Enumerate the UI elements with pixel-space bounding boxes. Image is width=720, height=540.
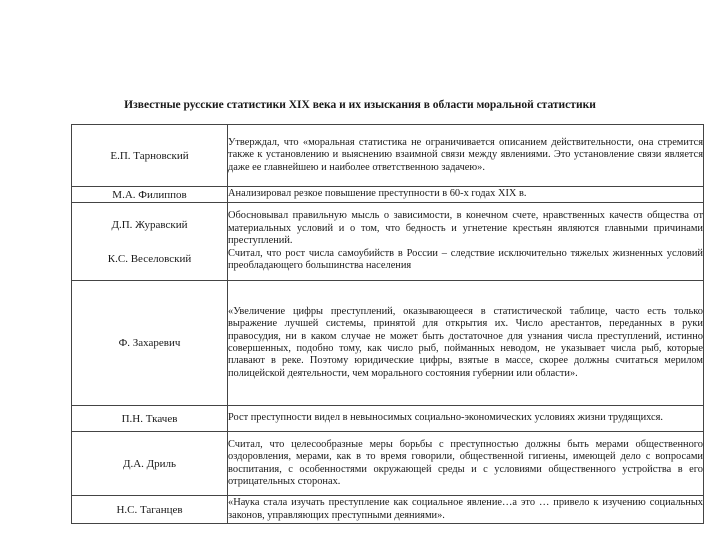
table-row [72,406,704,432]
table-row [72,496,704,524]
research-description: «Увеличение цифры преступлений, оказывающееся в статистической таблице, часто есть только выражение лучшей системы, принятой для открытия их. Число арестантов, переданных в руки правосудия, ни в каком случае не может быть достаточное для узнания числа преступлений, истинно совершенных, подобно тому, как число рыб, пойманных неводом, не указывает числа рыб, которые плавают в реке. Поэтому юридические цифры, взятые в массе, скорее должны считаться мерилом полицейской деятельности, чем морального состояния губернии или области». [228,281,704,406]
table-title: Известные русские статистики XIX века и их изыскания в области моральной статистики [124,99,596,111]
research-description: Рост преступности видел в невыносимых социально-экономических условиях жизни трудящихся. [228,406,704,432]
research-description: Анализировал резкое повышение преступности в 60-х годах XIX в. [228,187,704,203]
statistician-name: Д.А. Дриль [72,432,228,496]
table-row [72,432,704,496]
research-description-part: Обосновывал правильную мысль о зависимости, в конечном счете, нравственных качеств общества от материальных условий и о том, что бедность и угнетение крестьян являются главными причинами преступлений. [228,210,703,247]
statistician-name: Н.С. Таганцев [72,496,228,524]
statistician-name: Ф. Захаревич [72,281,228,406]
research-description-part: Считал, что рост числа самоубийств в России – следствие исключительно тяжелых жизненных условий преобладающего большинства населения [228,247,703,272]
research-description: «Наука стала изучать преступление как социальное явление…а это … привело к изучению социальных законов, управляющих преступными деяниями». [228,496,704,524]
research-description [228,203,704,281]
table-row [72,187,704,203]
research-description: Считал, что целесообразные меры борьбы с преступностью должны быть мерами общественного оздоровления, мерами, как в то время говорили, общественной гигиены, имеющей дело с вопросами воспитания, с особенностями окружающей среды и с условиями общественного устройства в его отрицательных сторонах. [228,432,704,496]
statistician-name: Е.П. Тарновский [72,125,228,187]
research-description: Утверждал, что «моральная статистика не ограничивается описанием действительности, она стремится также к установлению и выяснению взаимной связи между явлениями. Это установление связи является даже ее главнейшею и наиболее ответственною задачею». [228,125,704,187]
table-row [72,281,704,406]
statistician-name: Д.П. Журавский [111,218,188,231]
table-row [72,125,704,187]
statistician-name-pair [72,203,228,281]
table-row [72,203,704,281]
statistician-name: П.Н. Ткачев [72,406,228,432]
statisticians-table [71,124,704,524]
statistician-name: К.С. Веселовский [107,252,192,265]
statistician-name: М.А. Филиппов [72,187,228,203]
